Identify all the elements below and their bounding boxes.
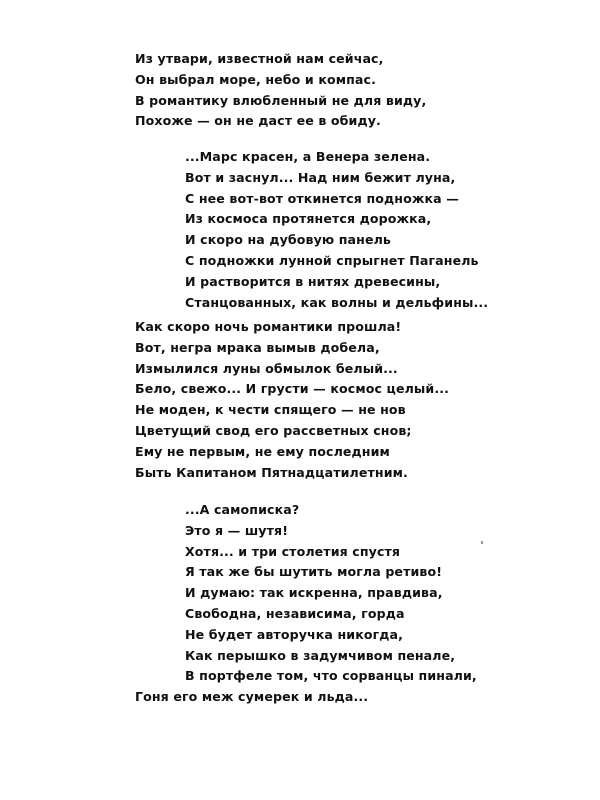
poem-line: Из утвари, известной нам сейчас,	[135, 51, 384, 66]
poem-line: Я так же бы шутить могла ретиво!	[185, 564, 443, 580]
stanza-1	[135, 49, 426, 132]
poem-line: Как перышко в задумчивом пенале,	[185, 647, 456, 663]
poem-line: И скоро на дубовую панель	[185, 232, 391, 248]
poem-line: Похоже — он не даст ее в обиду.	[135, 113, 381, 129]
poem-line: ...А самописка?	[185, 502, 300, 517]
poem-line: Бело, свежо... И грусти — космос целый...	[135, 381, 449, 397]
poem-line: Станцованных, как волны и дельфины...	[185, 294, 489, 310]
poem-line: ...Марс красен, а Венера зелена.	[185, 149, 431, 164]
poem-line: Вот, негра мрака вымыв добела,	[135, 339, 380, 355]
stanza-3	[135, 317, 449, 483]
poem-line: Хотя... и три столетия спустя	[185, 543, 401, 559]
poem-line: Он выбрал море, небо и компас.	[135, 71, 376, 87]
poem-line: Из космоса протянется дорожка,	[185, 211, 432, 227]
scan-speck	[481, 541, 483, 544]
poem-line: С нее вот-вот откинется подножка —	[185, 190, 459, 206]
poem-line: Не будет авторучка никогда,	[185, 626, 404, 642]
poem-line: Ему не первым, не ему последним	[135, 443, 390, 459]
poem-line: Не моден, к чести спящего — не нов	[135, 402, 406, 418]
poem-line: В романтику влюбленный не для виду,	[135, 92, 427, 108]
poem-line: Гоня его меж сумерек и льда...	[135, 689, 369, 705]
poem-line: Быть Капитаном Пятнадцатилетним.	[135, 464, 408, 480]
poem-line: И думаю: так искренна, правдива,	[185, 585, 443, 601]
poem-line: И растворится в нитях древесины,	[185, 273, 441, 289]
stanza-2	[185, 147, 488, 313]
poem-line: В портфеле том, что сорванцы пинали,	[185, 668, 477, 684]
poem-line: Свободна, независима, горда	[185, 605, 405, 621]
poem-line: Цветущий свод его рассветных снов;	[135, 422, 412, 438]
poem-line: Вот и заснул... Над ним бежит луна,	[185, 169, 456, 185]
poem-line: Это я — шутя!	[185, 522, 289, 538]
poem-line: Как скоро ночь романтики прошла!	[135, 319, 402, 334]
poem-line: Измылился луны обмылок белый...	[135, 360, 398, 376]
stanza-4	[135, 500, 477, 708]
poem-line: С подножки лунной спрыгнет Паганель	[185, 252, 479, 268]
